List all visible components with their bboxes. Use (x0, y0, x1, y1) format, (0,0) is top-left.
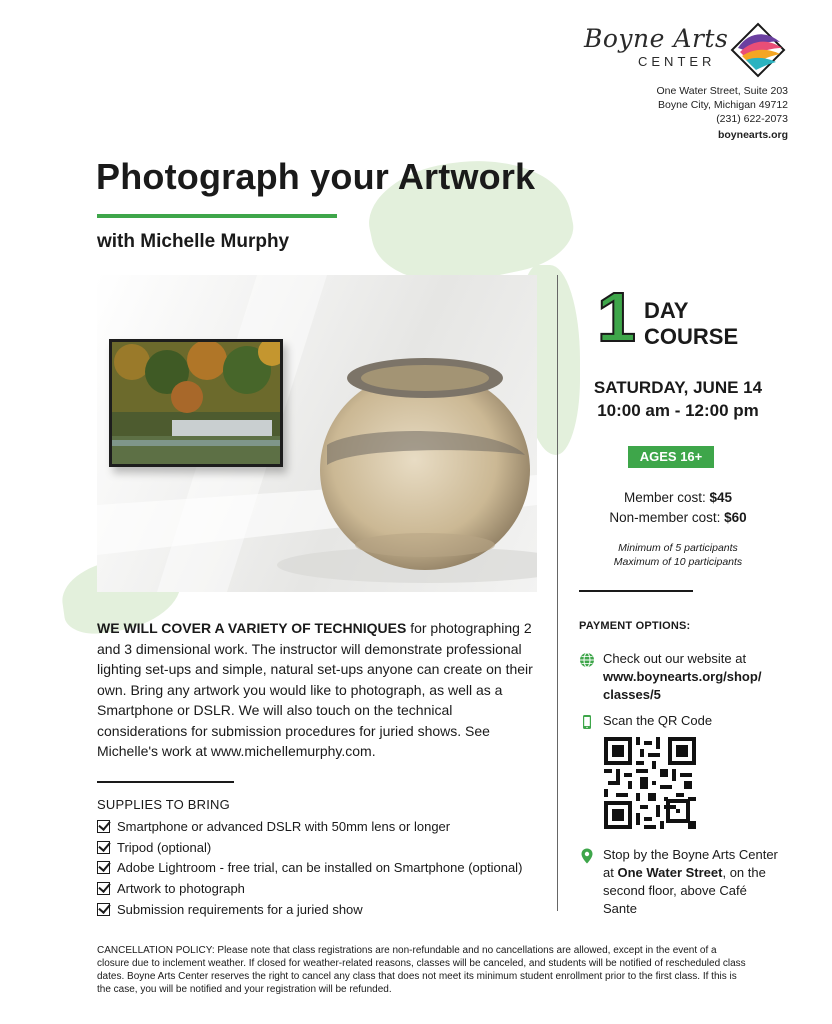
shop-url[interactable]: www.boynearts.org/shop/ classes/5 (603, 669, 762, 702)
ages-badge: AGES 16+ (628, 446, 714, 468)
course-time: 10:00 am - 12:00 pm (597, 401, 759, 420)
ceramic-pot (297, 345, 537, 592)
phone-icon (579, 714, 595, 730)
minimum-participants: Minimum of 5 participants (618, 542, 738, 554)
hero-photo (97, 275, 537, 592)
payment-website-option[interactable] (579, 650, 789, 706)
nonmember-cost (578, 508, 778, 528)
supply-text: Adobe Lightroom - free trial, can be installed on Smartphone (optional) (117, 860, 523, 876)
description-lead: WE WILL COVER A VARIETY OF TECHNIQUES (97, 620, 407, 636)
course-date: SATURDAY, JUNE 14 (593, 378, 763, 397)
qr-code[interactable] (604, 737, 696, 829)
list-item (97, 879, 547, 900)
checkbox-icon (97, 861, 110, 874)
list-item (97, 817, 547, 838)
cancellation-policy: CANCELLATION POLICY: Please note that class registrations are non-refundable and no cancellations are allowed, except in the event of a closure due to inclement weather. If closed for weather-related reasons, classes will be canceled, and students will be notified of rescheduled class dates. Boyne Arts Center reserves the right to cancel any class that does not meet its minimum student enrollment prior to the first class. If this is the case, you will be notified and your registration will be refunded. (97, 945, 746, 995)
member-cost (578, 488, 778, 508)
section-rule (579, 590, 693, 592)
day-label: DAY (644, 298, 689, 323)
course-description (97, 618, 545, 762)
course-schedule (578, 376, 778, 422)
list-item (97, 838, 547, 859)
member-price: $45 (709, 490, 733, 505)
checkbox-icon (97, 882, 110, 895)
qr-instruction: Scan the QR Code (603, 713, 713, 728)
visit-text-start: Stop by the Boyne Arts Center at (603, 847, 778, 880)
landscape-painting (109, 339, 283, 467)
section-rule (97, 781, 234, 783)
boyne-arts-logo (580, 20, 792, 80)
supply-text: Tripod (optional) (117, 839, 212, 855)
visit-text-end: , on the second floor, above Café Sante (603, 865, 766, 916)
column-divider (557, 275, 558, 911)
visit-instructions (603, 846, 783, 918)
logo-script-text: Boyne Arts (584, 24, 729, 53)
location-pin-icon (579, 848, 595, 864)
payment-visit-option (579, 846, 789, 920)
supply-text: Submission requirements for a juried show (117, 901, 363, 917)
supplies-title: SUPPLIES TO BRING (97, 797, 230, 812)
supply-text: Artwork to photograph (117, 881, 245, 897)
day-course-label (644, 298, 738, 350)
list-item (97, 858, 547, 879)
address-line: Boyne City, Michigan 49712 (658, 99, 788, 111)
website-intro: Check out our website at (603, 651, 747, 666)
instructor-subtitle: with Michelle Murphy (97, 231, 290, 252)
checkbox-icon (97, 841, 110, 854)
payment-qr-option (579, 712, 789, 732)
checkbox-icon (97, 903, 110, 916)
title-underline (97, 214, 337, 218)
nonmember-cost-label: Non-member cost: (609, 510, 725, 525)
course-label: COURSE (644, 324, 739, 349)
website-link[interactable]: boynearts.org (717, 129, 788, 141)
visit-location: One Water Street (617, 865, 723, 880)
page-title: Photograph your Artwork (96, 156, 536, 197)
phone-number: (231) 622-2073 (716, 113, 788, 125)
address-line: One Water Street, Suite 203 (656, 85, 788, 97)
cost-block (578, 488, 778, 528)
nonmember-price: $60 (724, 510, 747, 525)
logo-brush-mark (730, 22, 786, 78)
logo-center-text: CENTER (638, 54, 716, 69)
address-block (656, 84, 788, 126)
participant-limits (578, 541, 778, 569)
maximum-participants: Maximum of 10 participants (613, 556, 743, 568)
day-count-number: 1 (597, 278, 636, 356)
supply-text: Smartphone or advanced DSLR with 50mm lens or longer (117, 819, 451, 834)
globe-icon (579, 652, 595, 668)
description-body: for photographing 2 and 3 dimensional work. The instructor will demonstrate professional lighting set-ups and simple, natural set-ups anyone can create on their own. Bring any artwork you would like to photograph, as well as a Smartphone or DSLR. We will also touch on the technical considerations for submission procedures for juried shows. See Michelle's work at www.michellemurphy.com. (97, 620, 533, 759)
member-cost-label: Member cost: (623, 490, 710, 505)
payment-options-title: PAYMENT OPTIONS: (579, 620, 691, 632)
supplies-list (97, 817, 547, 920)
list-item (97, 900, 547, 921)
checkbox-icon (97, 820, 110, 833)
